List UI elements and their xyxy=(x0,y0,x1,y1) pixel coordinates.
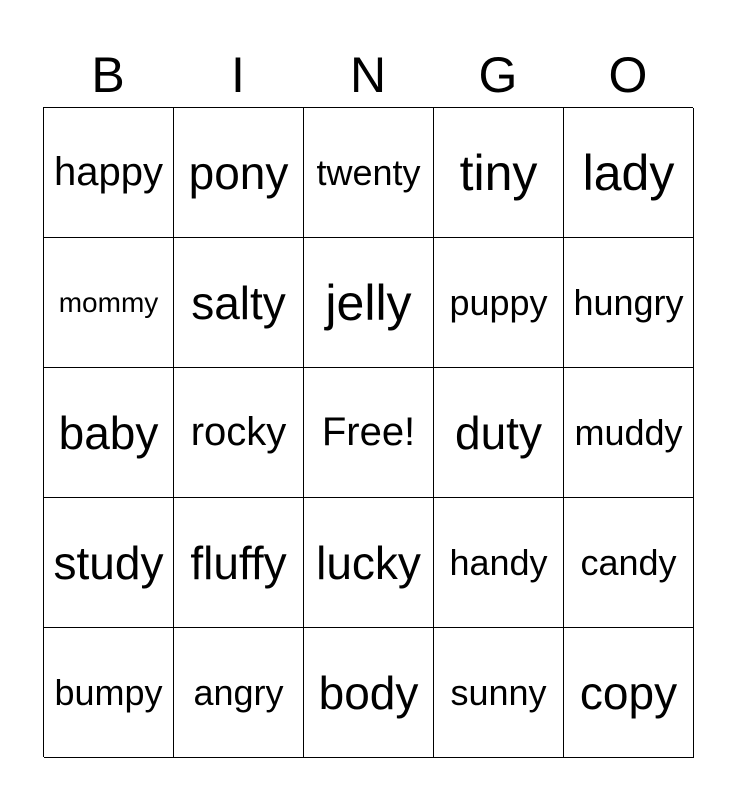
header-letter-o: O xyxy=(608,47,648,103)
bingo-cell: study xyxy=(44,498,174,628)
bingo-cell: angry xyxy=(174,628,304,758)
bingo-cell: handy xyxy=(434,498,564,628)
bingo-cell: puppy xyxy=(434,238,564,368)
bingo-cell: twenty xyxy=(304,108,434,238)
header-letter-i: I xyxy=(231,47,245,103)
bingo-cell: hungry xyxy=(564,238,694,368)
bingo-cell: candy xyxy=(564,498,694,628)
header-letter-g: G xyxy=(478,47,518,103)
bingo-cell: mommy xyxy=(44,238,174,368)
bingo-cell: salty xyxy=(174,238,304,368)
bingo-cell: sunny xyxy=(434,628,564,758)
bingo-cell: pony xyxy=(174,108,304,238)
bingo-cell: rocky xyxy=(174,368,304,498)
bingo-cell: body xyxy=(304,628,434,758)
free-space: Free! xyxy=(304,368,434,498)
header-letter-n: N xyxy=(349,47,387,103)
bingo-cell: baby xyxy=(44,368,174,498)
bingo-cell: fluffy xyxy=(174,498,304,628)
bingo-cell: lucky xyxy=(304,498,434,628)
bingo-cell: tiny xyxy=(434,108,564,238)
bingo-cell: duty xyxy=(434,368,564,498)
bingo-cell: copy xyxy=(564,628,694,758)
bingo-cell: lady xyxy=(564,108,694,238)
bingo-cell: happy xyxy=(44,108,174,238)
header-letter-b: B xyxy=(91,47,125,103)
bingo-cell: jelly xyxy=(304,238,434,368)
bingo-cell: muddy xyxy=(564,368,694,498)
bingo-header xyxy=(43,44,693,106)
bingo-cell: bumpy xyxy=(44,628,174,758)
bingo-board xyxy=(43,107,693,757)
